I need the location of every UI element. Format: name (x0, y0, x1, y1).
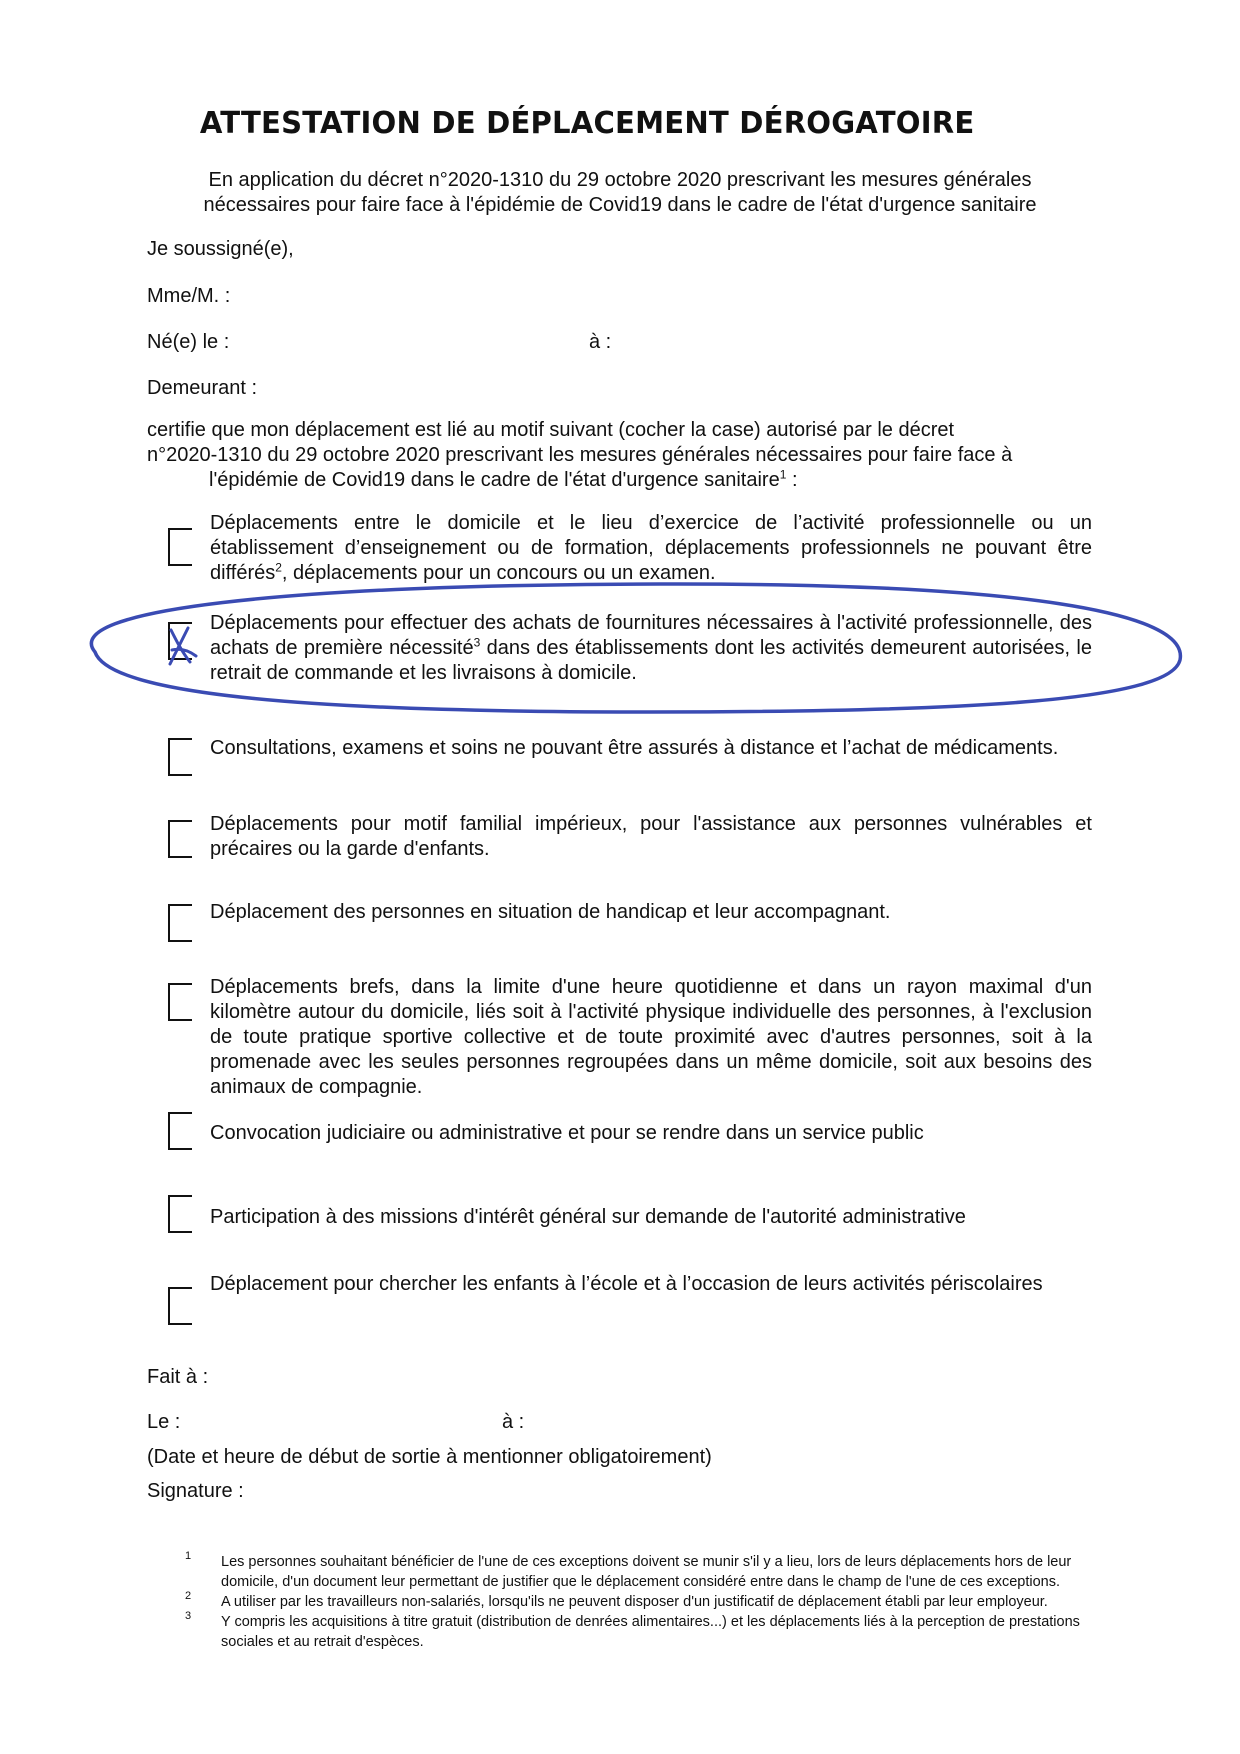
certification-paragraph (147, 418, 1091, 493)
reason-2-text: Déplacements pour effectuer des achats de fournitures nécessaires à l'activité professionnelle, des achats de première nécessité (210, 612, 1092, 659)
reason-9: Déplacement pour chercher les enfants à l’école et à l’occasion de leurs activités périscolaires (210, 1273, 1043, 1295)
reason-2-text-end: dans des établissements dont les activités demeurent autorisées, le retrait de commande et les livraisons à domicile. (210, 637, 1093, 684)
cert-line-1: certifie que mon déplacement est lié au motif suivant (cocher la case) autorisé par le décret (147, 419, 955, 441)
footnote-2-number: 2 (185, 1590, 192, 1602)
footnote-3-number: 3 (185, 1610, 192, 1622)
reason-5: Déplacement des personnes en situation de handicap et leur accompagnant. (210, 901, 891, 923)
checkbox-reason-4[interactable] (168, 820, 192, 858)
soussigne-label: Je soussigné(e), (147, 238, 294, 260)
reason-7: Convocation judiciaire ou administrative et pour se rendre dans un service public (210, 1122, 924, 1144)
footnote-1-text: Les personnes souhaitant bénéficier de l'une de ces exceptions doivent se munir s'il y a lieu, lors de leurs déplacements hors de leur domicile, d'un document leur permettant de justifier que le déplacement considéré entre dans le champ de l'une de ces exceptions. (221, 1554, 1072, 1590)
checkbox-reason-8[interactable] (168, 1195, 192, 1233)
subtitle-line-1: En application du décret n°2020-1310 du 29 octobre 2020 prescrivant les mesures générales (208, 169, 1032, 191)
birthplace-field-label: à : (589, 331, 612, 353)
checkbox-reason-7[interactable] (168, 1112, 192, 1150)
page-title: ATTESTATION DE DÉPLACEMENT DÉROGATOIRE (199, 106, 975, 141)
checkbox-reason-3[interactable] (168, 738, 192, 776)
reason-6: Déplacements brefs, dans la limite d'une heure quotidienne et dans un rayon maximal d'un kilomètre autour du domicile, liés soit à l'activité physique individuelle des personnes, à l'exclusion de toute pratique sportive collective et de toute proximité avec d'autres personnes, soit à la promenade avec les seules personnes regroupées dans un même domicile, soit aux besoins des animaux de compagnie. (210, 976, 1092, 1098)
reason-2 (210, 611, 1092, 686)
cert-line-3-wrap (147, 468, 1091, 493)
reason-3: Consultations, examens et soins ne pouvant être assurés à distance et l’achat de médicaments. (210, 737, 1059, 759)
footnote-ref-1: 1 (779, 467, 787, 482)
address-field-label: Demeurant : (147, 377, 258, 399)
date-label: Le : (147, 1411, 181, 1433)
subtitle (150, 168, 1090, 218)
time-label: à : (502, 1411, 525, 1433)
signature-label: Signature : (147, 1480, 244, 1502)
reason-8: Participation à des missions d'intérêt général sur demande de l'autorité administrative (210, 1206, 966, 1228)
footnote-ref-3: 3 (473, 635, 481, 650)
reason-1 (210, 511, 1092, 586)
cert-colon: : (786, 469, 798, 491)
reason-1-text-end: , déplacements pour un concours ou un examen. (281, 562, 716, 584)
reason-1-text: Déplacements entre le domicile et le lieu d’exercice de l’activité professionnelle ou un établissement d’enseignement ou de formation, déplacements professionnels ne pouvant être différés (210, 512, 1092, 584)
footnote-2-text: A utiliser par les travailleurs non-salariés, lorsqu'ils ne peuvent disposer d'un justificatif de déplacement établi par leur employeur. (221, 1594, 1048, 1610)
birthdate-field-label: Né(e) le : (147, 331, 230, 353)
checkbox-reason-9[interactable] (168, 1287, 192, 1325)
cert-line-3: l'épidémie de Covid19 dans le cadre de l'état d'urgence sanitaire (209, 469, 780, 491)
footnotes (185, 1552, 1085, 1652)
cert-line-2: n°2020-1310 du 29 octobre 2020 prescrivant les mesures générales nécessaires pour faire face à (147, 444, 1013, 466)
footnote-1-number: 1 (185, 1550, 192, 1562)
fait-a-label: Fait à : (147, 1366, 209, 1388)
footnote-1 (185, 1552, 1085, 1592)
subtitle-line-2: nécessaires pour faire face à l'épidémie de Covid19 dans le cadre de l'état d'urgence sanitaire (203, 194, 1037, 216)
footnote-ref-2: 2 (275, 560, 282, 575)
footnote-3 (185, 1612, 1085, 1652)
name-field-label: Mme/M. : (147, 285, 231, 307)
reason-4: Déplacements pour motif familial impérieux, pour l'assistance aux personnes vulnérables et précaires ou la garde d'enfants. (210, 813, 1092, 860)
checkbox-reason-6[interactable] (168, 983, 192, 1021)
footnote-2 (185, 1592, 1085, 1612)
checkbox-reason-5[interactable] (168, 904, 192, 942)
date-time-note: (Date et heure de début de sortie à mentionner obligatoirement) (147, 1446, 712, 1468)
checkbox-reason-2[interactable] (168, 622, 192, 660)
footnote-3-text: Y compris les acquisitions à titre gratuit (distribution de denrées alimentaires...) et les déplacements liés à la perception de prestations sociales et au retrait d'espèces. (221, 1614, 1080, 1650)
checkbox-reason-1[interactable] (168, 528, 192, 566)
